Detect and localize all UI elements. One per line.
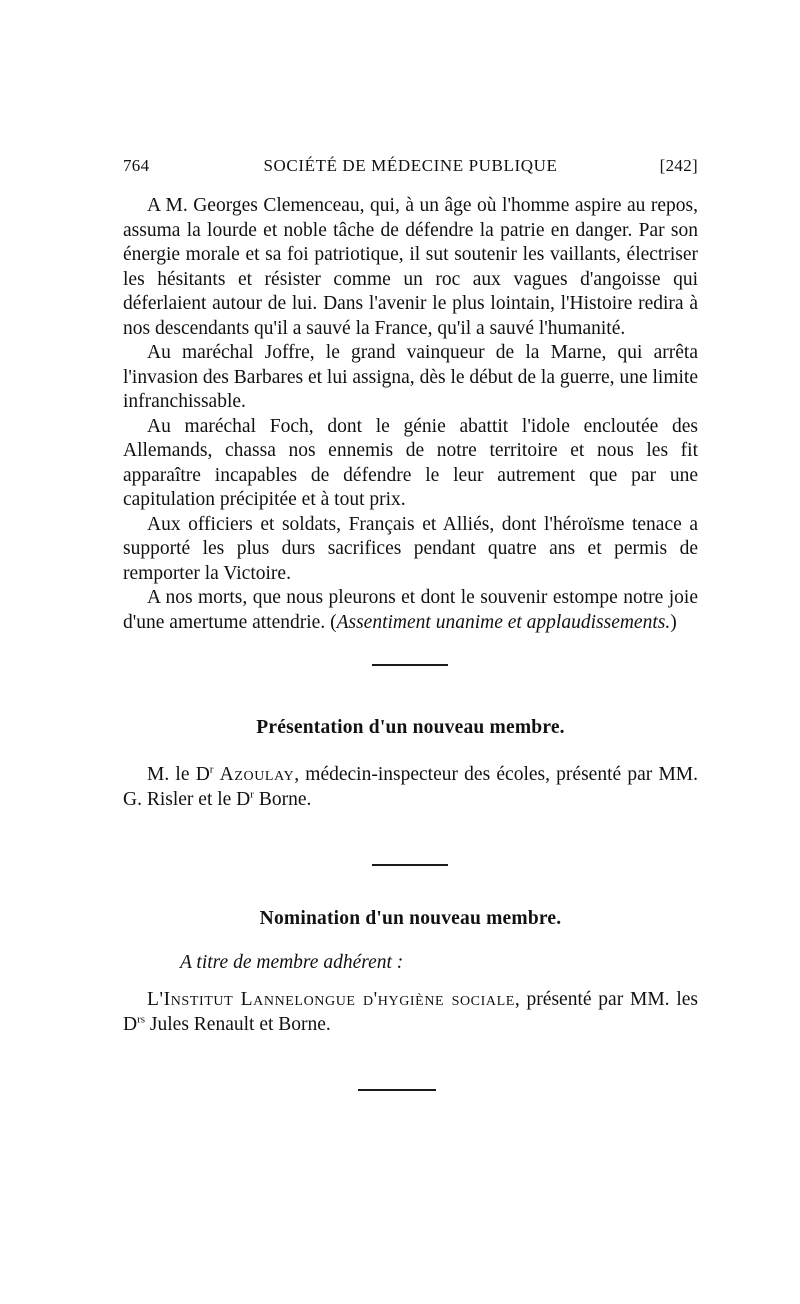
page-number: 764 (123, 156, 150, 175)
paragraph-morts (123, 586, 698, 635)
running-head (123, 150, 698, 180)
member-name: Azoulay (219, 764, 295, 785)
membership-title: A titre de membre adhérent : (180, 952, 404, 973)
nomination-middle: , présenté par MM. les D (123, 989, 698, 1035)
nomination-text (123, 988, 698, 1037)
presentation-heading: Présentation d'un nouveau membre. (256, 717, 565, 738)
presentation-paragraph (123, 763, 698, 812)
nomination-paragraph (123, 988, 698, 1037)
drs-superscript: rs (137, 1013, 146, 1025)
paragraph-foch: Au maréchal Foch, dont le génie abattit l'idole encloutée des Allemands, chassa nos ennemis de notre territoire et nous les fit apparaître incapables de défendre le leur autrement que par une capitulation précipitée et à tout prix. (123, 415, 698, 510)
page (123, 150, 698, 1091)
assentiment-note: Assentiment unanime et applaudissements. (336, 611, 671, 633)
tribute-text (123, 194, 698, 635)
nomination-end: Jules Renault et Borne. (145, 1013, 331, 1035)
close-paren: ) (670, 611, 677, 633)
paragraph-soldats: Aux officiers et soldats, Français et Alliés, dont l'héroïsme tenace a supporté les plus durs sacrifices pendant quatre ans et permis de remporter la Victoire. (123, 513, 698, 584)
section-divider (372, 664, 448, 666)
presentation-middle: , médecin-inspecteur des écoles, présenté par MM. G. Risler et le D (123, 764, 699, 810)
presentation-prefix: M. le D (147, 764, 210, 785)
nomination-heading: Nomination d'un nouveau membre. (259, 908, 562, 929)
paragraph-clemenceau: A M. Georges Clemenceau, qui, à un âge où l'homme aspire au repos, assuma la lourde et noble tâche de défendre la patrie en danger. Par son énergie morale et sa foi patriotique, il sut soutenir les vaillants, électriser les hésitants et résister comme un roc aux vagues d'angoisse qui déferlaient autour de lui. Dans l'avenir le plus lointain, l'Histoire redira à nos descendants qu'il a sauvé la France, qu'il a sauvé l'humanité. (123, 195, 698, 339)
dr-superscript-2: r (250, 788, 254, 800)
paragraph-joffre: Au maréchal Joffre, le grand vainqueur de la Marne, qui arrêta l'invasion des Barbares et lui assigna, dès le début de la guerre, une limite infranchissable. (123, 342, 698, 412)
section-divider-2 (372, 864, 448, 866)
presentation-text (123, 763, 698, 812)
running-title: SOCIÉTÉ DE MÉDECINE PUBLIQUE (263, 156, 558, 175)
paragraph-morts-text: A nos morts, que nous pleurons et dont le souvenir estompe notre joie d'une amertume attendrie. (123, 587, 698, 633)
dr-superscript: r (209, 763, 214, 776)
section-divider-3 (358, 1089, 436, 1091)
open-paren: ( (330, 611, 337, 633)
institution-name: L'Institut Lannelongue d'hygiène sociale (147, 989, 515, 1010)
presentation-end: Borne. (253, 788, 312, 810)
bracket-page-number: [242] (659, 156, 698, 175)
